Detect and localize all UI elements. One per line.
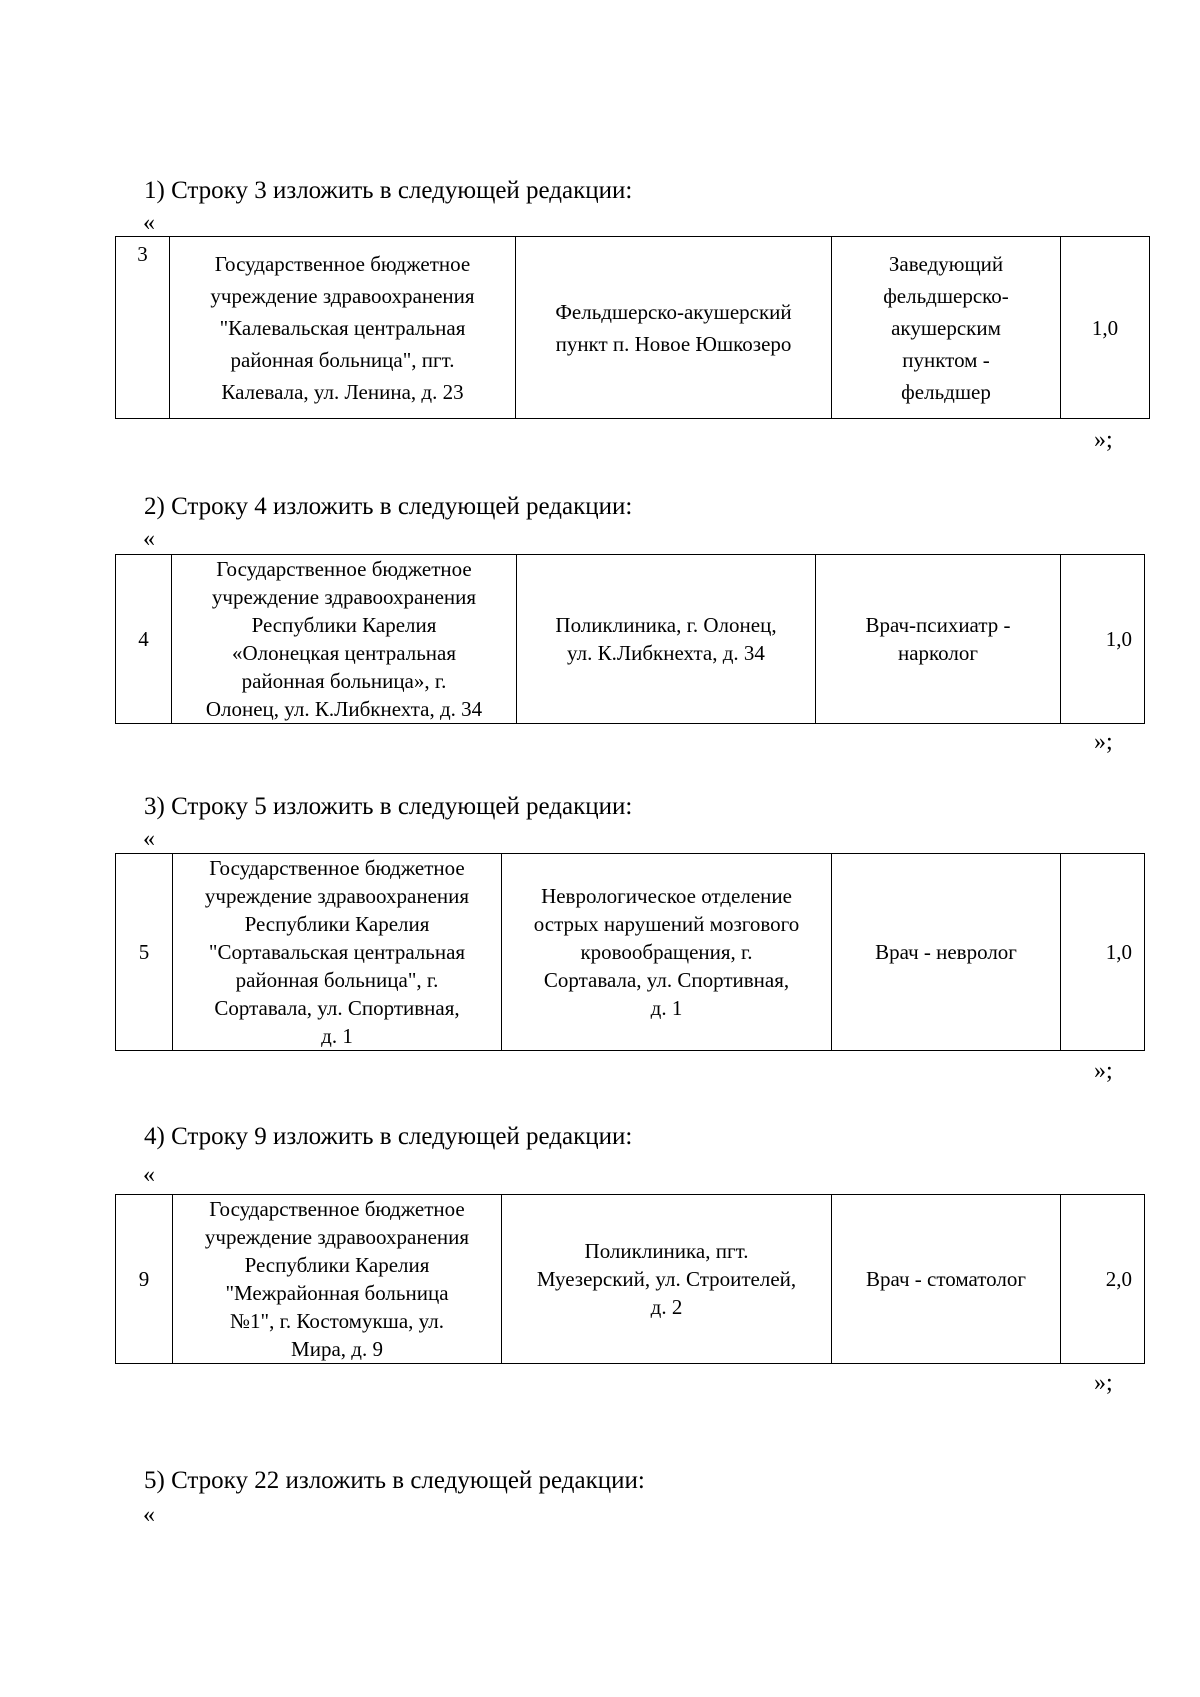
row-number-cell: 5 xyxy=(116,854,173,1051)
section-heading-3: 3) Строку 5 изложить в следующей редакции: xyxy=(144,793,633,820)
table-row xyxy=(116,854,1145,1051)
row-number-cell: 4 xyxy=(116,555,172,724)
close-quote-3: »; xyxy=(1094,1058,1113,1084)
table-row xyxy=(116,237,1150,419)
rate-cell: 1,0 xyxy=(1061,555,1145,724)
table-row xyxy=(116,1195,1145,1364)
institution-cell: Государственное бюджетное учреждение здравоохранения Республики Карелия "Сортавальская центральная районная больница", г. Сортавала, ул. Спортивная, д. 1 xyxy=(173,854,502,1051)
rate-cell: 1,0 xyxy=(1061,854,1145,1051)
unit-cell: Фельдшерско-акушерский пункт п. Новое Юшкозеро xyxy=(516,237,832,419)
unit-cell: Неврологическое отделение острых нарушений мозгового кровообращения, г. Сортавала, ул. Спортивная, д. 1 xyxy=(502,854,832,1051)
open-quote-5: « xyxy=(143,1502,155,1528)
section-heading-5: 5) Строку 22 изложить в следующей редакции: xyxy=(144,1467,645,1494)
rate-cell: 2,0 xyxy=(1061,1195,1145,1364)
unit-cell: Поликлиника, пгт. Муезерский, ул. Строителей, д. 2 xyxy=(502,1195,832,1364)
open-quote-2: « xyxy=(143,526,155,552)
close-quote-2: »; xyxy=(1094,729,1113,755)
position-cell: Врач - невролог xyxy=(832,854,1061,1051)
close-quote-4: »; xyxy=(1094,1370,1113,1396)
amendment-table-2 xyxy=(115,554,1145,724)
open-quote-3: « xyxy=(143,826,155,852)
position-cell: Заведующий фельдшерско- акушерским пунктом - фельдшер xyxy=(832,237,1061,419)
position-cell: Врач - стоматолог xyxy=(832,1195,1061,1364)
open-quote-4: « xyxy=(143,1162,155,1188)
rate-cell: 1,0 xyxy=(1061,237,1150,419)
row-number-cell: 9 xyxy=(116,1195,173,1364)
row-number-cell: 3 xyxy=(116,237,170,419)
section-heading-2: 2) Строку 4 изложить в следующей редакции: xyxy=(144,493,633,520)
amendment-table-4 xyxy=(115,1194,1145,1364)
amendment-table-3 xyxy=(115,853,1145,1051)
close-quote-1: »; xyxy=(1094,427,1113,453)
table-row xyxy=(116,555,1145,724)
amendment-table-1 xyxy=(115,236,1150,419)
institution-cell: Государственное бюджетное учреждение здравоохранения "Калевальская центральная районная больница", пгт. Калевала, ул. Ленина, д. 23 xyxy=(170,237,516,419)
section-heading-1: 1) Строку 3 изложить в следующей редакции: xyxy=(144,177,633,204)
open-quote-1: « xyxy=(143,210,155,236)
section-heading-4: 4) Строку 9 изложить в следующей редакции: xyxy=(144,1123,633,1150)
position-cell: Врач-психиатр - нарколог xyxy=(816,555,1061,724)
institution-cell: Государственное бюджетное учреждение здравоохранения Республики Карелия «Олонецкая центральная районная больница», г. Олонец, ул. К.Либкнехта, д. 34 xyxy=(172,555,517,724)
institution-cell: Государственное бюджетное учреждение здравоохранения Республики Карелия "Межрайонная больница №1", г. Костомукша, ул. Мира, д. 9 xyxy=(173,1195,502,1364)
unit-cell: Поликлиника, г. Олонец, ул. К.Либкнехта, д. 34 xyxy=(517,555,816,724)
